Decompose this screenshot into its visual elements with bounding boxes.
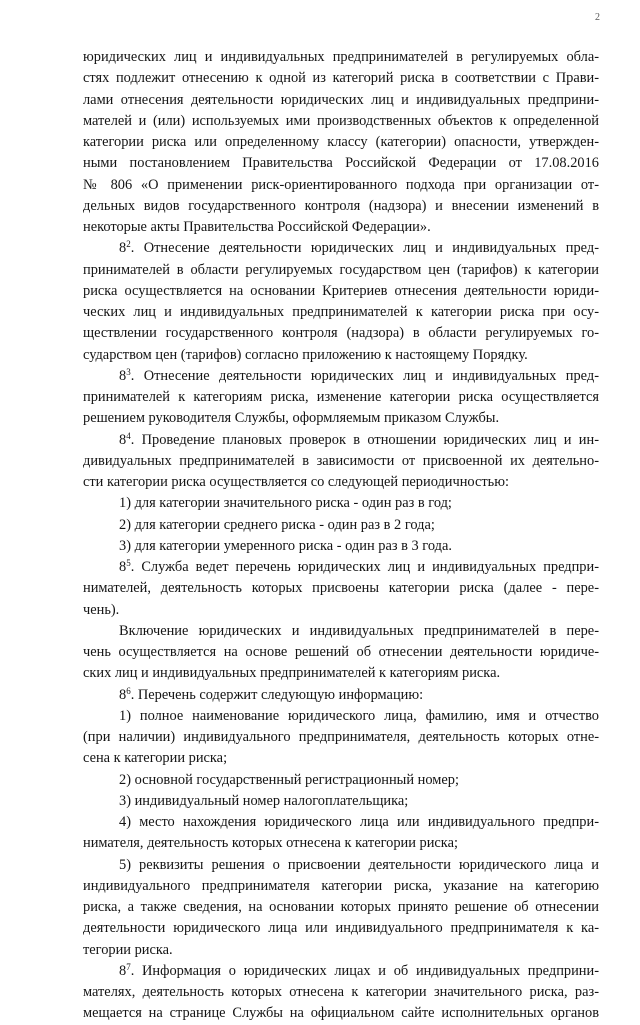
- text-line: [83, 961, 599, 982]
- text-line: [83, 345, 599, 366]
- line-text: 1) для категории значительного риска - один раз в год;: [119, 495, 452, 512]
- line-text: 1) полное наименование юридического лица, фамилию, имя и отчество: [119, 707, 599, 724]
- line-text: 4) место нахождения юридического лица или индивидуального предпри-: [119, 814, 599, 830]
- text-line: [83, 600, 599, 621]
- text-line: [83, 153, 599, 174]
- line-text: дивидуальных предпринимателей в зависимости от присвоенной их деятельно-: [83, 452, 599, 469]
- line-text: . Служба ведет перечень юридических лиц и индивидуальных предпри-: [130, 559, 599, 575]
- line-text: 2) основной государственный регистрационный номер;: [119, 771, 459, 788]
- line-text: . Проведение плановых проверок в отношении юридических лиц и ин-: [130, 431, 599, 448]
- text-line: [83, 111, 599, 132]
- line-text: категории риска или определенному классу (категории) опасности, утвержден-: [83, 134, 599, 150]
- text-line: [83, 387, 599, 408]
- text-line: [83, 515, 599, 536]
- line-text: чень осуществляется на основе решений об отнесении деятельности юридиче-: [83, 644, 599, 660]
- line-text: мателей и (или) используемых ими производственных объектов к определенной: [83, 112, 599, 129]
- text-line: [83, 175, 599, 196]
- text-line: [83, 855, 599, 876]
- clause-superscript: 6: [126, 685, 131, 696]
- line-text: . Информация о юридических лицах и об индивидуальных предприни-: [130, 962, 599, 979]
- line-text: (при наличии) индивидуального предпринимателя, деятельность которых отне-: [83, 729, 599, 745]
- text-line: [83, 323, 599, 344]
- text-line: [83, 770, 599, 791]
- text-line: [83, 238, 599, 259]
- line-text: 5) реквизиты решения о присвоении деятельности юридического лица и: [119, 856, 599, 873]
- line-text: 3) для категории умеренного риска - один раз в 3 года.: [119, 537, 452, 554]
- text-line: [83, 47, 599, 68]
- text-line: [83, 833, 599, 854]
- line-text: . Отнесение деятельности юридических лиц и индивидуальных пред-: [130, 240, 599, 257]
- line-text: нимателя, деятельность которых отнесена к категории риска;: [83, 835, 458, 852]
- clause-number: 8: [119, 962, 127, 979]
- text-line: [83, 621, 599, 642]
- clause-superscript: 4: [126, 430, 131, 441]
- line-text: мещается на странице Службы на официальном сайте исполнительных органов: [83, 1005, 599, 1022]
- text-line: [83, 217, 599, 238]
- line-text: ских лиц и индивидуальных предпринимателей к категориям риска.: [83, 665, 501, 682]
- line-text: принимателей к категориям риска, изменение категории риска осуществляется: [83, 389, 599, 405]
- line-text: . Отнесение деятельности юридических лиц и индивидуальных пред-: [130, 367, 599, 384]
- line-text: ными постановлением Правительства Российской Федерации от 17.08.2016: [83, 155, 599, 172]
- text-line: [83, 430, 599, 451]
- line-text: юридических лиц и индивидуальных предпринимателей в регулируемых обла-: [83, 49, 599, 65]
- text-line: [83, 982, 599, 1003]
- text-line: [83, 918, 599, 939]
- line-text: принимателей в области регулируемых государством цен (тарифов) к категории: [83, 261, 599, 278]
- text-line: [83, 366, 599, 387]
- text-line: [83, 302, 599, 323]
- text-line: [83, 408, 599, 429]
- text-line: [83, 642, 599, 663]
- text-line: [83, 260, 599, 281]
- line-text: риска, а также сведения, на основании которых принято решение об отнесении: [83, 899, 599, 915]
- clause-number: 8: [119, 559, 127, 575]
- line-text: сти категории риска осуществляется со следующей периодичностью:: [83, 474, 509, 490]
- line-text: индивидуального предпринимателя категории риска, указание на категорию: [83, 877, 599, 894]
- line-text: ществлении государственного контроля (надзора) в области регулируемых го-: [83, 325, 599, 342]
- text-line: [83, 876, 599, 897]
- text-line: [83, 472, 599, 493]
- line-text: риска осуществляется на основании Критериев отнесения деятельности юриди-: [83, 282, 599, 299]
- clause-number: 8: [119, 431, 127, 448]
- text-line: [83, 578, 599, 599]
- line-text: ческих лиц и индивидуальных предпринимателей к категории риска при осу-: [83, 304, 599, 320]
- text-line: [83, 451, 599, 472]
- clause-superscript: 7: [126, 961, 131, 972]
- clause-superscript: 5: [126, 558, 131, 568]
- text-line: [83, 706, 599, 727]
- line-text: 2) для категории среднего риска - один раз в 2 года;: [119, 516, 435, 533]
- line-text: некоторые акты Правительства Российской Федерации».: [83, 219, 431, 235]
- text-line: [83, 791, 599, 812]
- clause-superscript: 3: [126, 366, 131, 377]
- line-text: № 806 «О применении риск-ориентированного подхода при организации от-: [83, 176, 599, 193]
- line-text: мателях, деятельность которых отнесена к категории значительного риска, раз-: [83, 984, 599, 1000]
- text-line: [83, 68, 599, 89]
- text-line: [83, 281, 599, 302]
- line-text: решением руководителя Службы, оформляемым приказом Службы.: [83, 410, 500, 427]
- text-line: [83, 196, 599, 217]
- line-text: 3) индивидуальный номер налогоплательщика;: [119, 792, 409, 809]
- text-line: [83, 557, 599, 578]
- document-body: [83, 47, 599, 1025]
- text-line: [83, 727, 599, 748]
- text-line: [83, 685, 599, 706]
- clause-number: 8: [119, 686, 127, 703]
- page-number: 2: [595, 12, 600, 23]
- text-line: [83, 897, 599, 918]
- text-line: [83, 940, 599, 961]
- text-line: [83, 1003, 599, 1024]
- line-text: нимателей, деятельность которых присвоены категории риска (далее - пере-: [83, 580, 599, 597]
- line-text: стях подлежит отнесению к одной из категорий риска в соответствии с Прави-: [83, 70, 599, 87]
- line-text: сударством цен (тарифов) согласно приложению к настоящему Порядку.: [83, 346, 528, 363]
- clause-superscript: 2: [126, 239, 131, 250]
- line-text: дельных видов государственного контроля (надзора) и внесении изменений в: [83, 197, 599, 214]
- text-line: [83, 132, 599, 153]
- text-line: [83, 493, 599, 514]
- text-line: [83, 748, 599, 769]
- text-line: [83, 663, 599, 684]
- line-text: деятельности юридического лица или индивидуального предпринимателя к ка-: [83, 920, 599, 937]
- line-text: . Перечень содержит следующую информацию:: [130, 686, 424, 703]
- line-text: сена к категории риска;: [83, 750, 228, 767]
- line-text: лами отнесения деятельности юридических лиц и индивидуальных предприни-: [83, 91, 599, 108]
- text-line: [83, 536, 599, 557]
- clause-number: 8: [119, 240, 127, 257]
- line-text: чень).: [83, 601, 120, 618]
- clause-number: 8: [119, 367, 127, 384]
- text-line: [83, 90, 599, 111]
- text-line: [83, 812, 599, 833]
- line-text: тегории риска.: [83, 941, 173, 958]
- line-text: Включение юридических и индивидуальных предпринимателей в пере-: [119, 622, 599, 639]
